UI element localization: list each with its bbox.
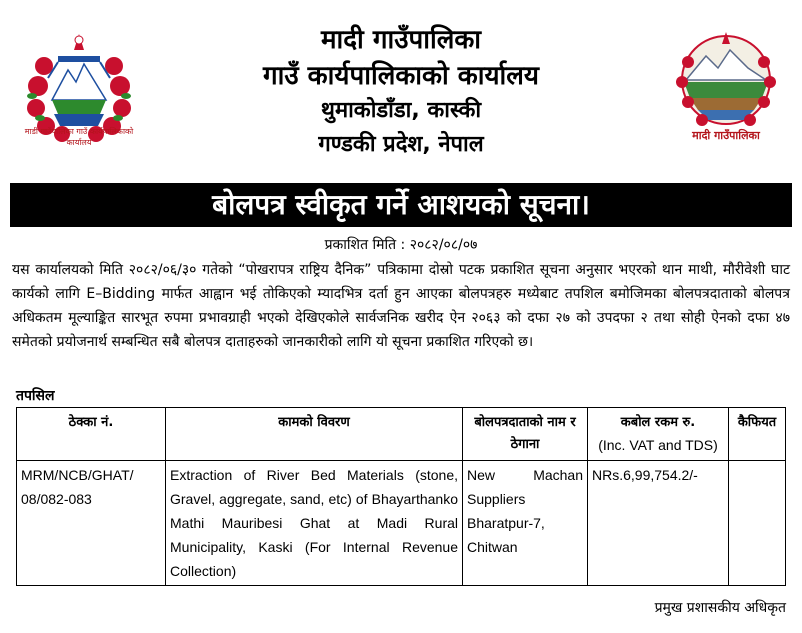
province-country: गण्डकी प्रदेश, नेपाल (318, 132, 484, 157)
office-address: थुमाकोडाँडा, कास्की (320, 98, 482, 123)
notice-body: यस कार्यालयको मिति २०८२/०६/३० गतेको “पोखरापत्र राष्ट्रिय दैनिक” पत्रिकामा दोस्रो पटक प्रकाशित सूचना अनुसार भएरको थान माथी, मौरीवेशी घाट कार्यको लागि E–Bidding मार्फत आह्वान भई तोकिएको म्यादभित्र दर्ता हुन आएका बोलपत्रहरु मध्येबाट तपशिल बमोजिमका बोलपत्रदाताको बोलपत्र अधिकतम मूल्याङ्कित सारभूत रुपमा प्रभावग्राही भएको देखिएकोले सार्वजनिक खरीद ऐन २०६३ को दफा २७ को उपदफा २ तथा सोही ऐनको दफा ४७ समेतको प्रयोजनार्थ सम्बन्धित सबै बोलपत्र दाताहरुको जानकारीको लागि यो सूचना प्रकाशित गरिएको छ। (12, 262, 790, 350)
right-emblem-caption: मादी गाउँपालिका (692, 129, 760, 142)
header-amount-sub: (Inc. VAT and TDS) (598, 437, 718, 453)
header-description: कामको विवरण (166, 408, 463, 461)
letterhead (0, 0, 802, 180)
cell-contract-no: MRM/NCB/GHAT/ 08/082-083 (17, 461, 166, 586)
bid-details-table (16, 407, 786, 586)
cell-amount: NRs.6,99,754.2/- (588, 461, 729, 586)
signatory-title: प्रमुख प्रशासकीय अधिकृत (654, 600, 786, 616)
municipality-logo-icon (668, 28, 784, 144)
cell-description: Extraction of River Bed Materials (stone, Gravel, aggregate, sand, etc) of Bhayarthanko Mathi Mauribesi Ghat at Madi Rural Municipality, Kaski (For Internal Revenue Collection) (166, 461, 463, 586)
details-label: तपसिल (16, 388, 55, 404)
header-contract-no: ठेक्का नं. (17, 408, 166, 461)
cell-remarks (729, 461, 786, 586)
office-name: गाउँ कार्यपालिकाको कार्यालय (263, 61, 539, 91)
office-titles (150, 22, 652, 162)
table-row (17, 461, 786, 586)
municipality-name: मादी गाउँपालिका (320, 25, 482, 55)
header-remarks: कैफियत (729, 408, 786, 461)
left-emblem-caption: माडी गाउँपालिका गाउँ कार्यपालिकाको कार्यालय (24, 127, 134, 147)
table-header-row (17, 408, 786, 461)
header-amount-label: कबोल रकम रु. (620, 415, 696, 430)
notice-title: बोलपत्र स्वीकृत गर्ने आशयको सूचना। (10, 183, 792, 227)
cell-bidder: New Machan Suppliers Bharatpur-7, Chitwan (463, 461, 588, 586)
published-date: प्रकाशित मिति : २०८२/०८/०७ (324, 237, 478, 253)
header-bidder: बोलपत्रदाताको नाम र ठेगाना (463, 408, 588, 461)
header-amount (588, 408, 729, 461)
